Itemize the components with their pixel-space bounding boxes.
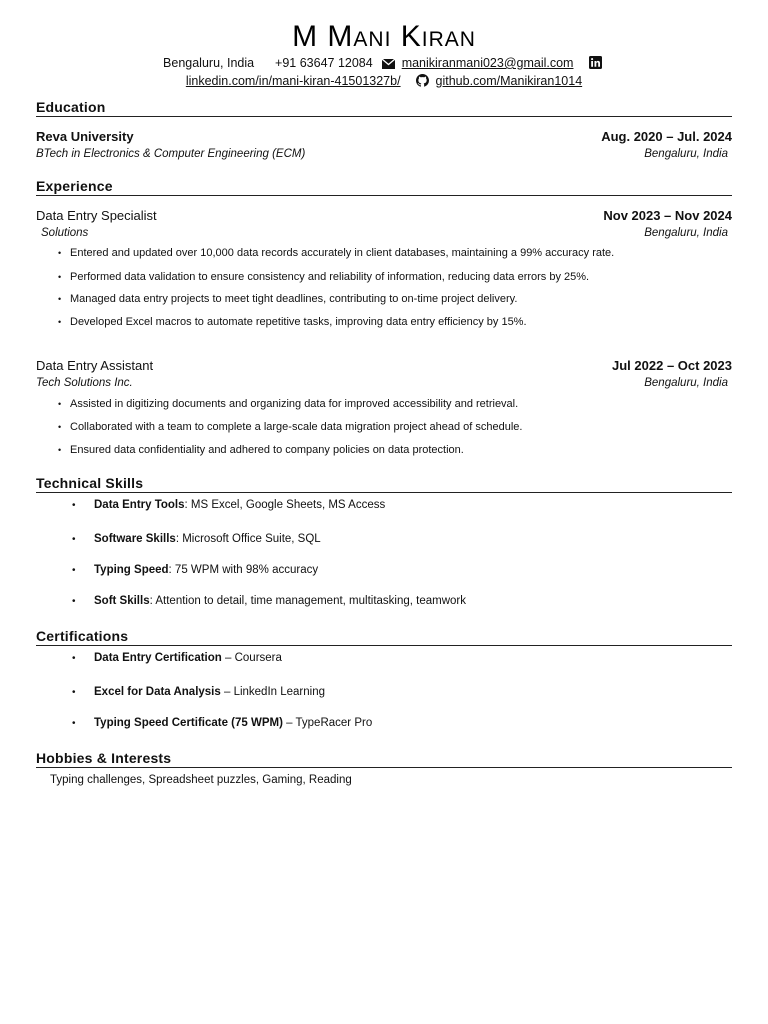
section-title-experience: Experience — [36, 178, 732, 196]
location-text: Bengaluru, India — [163, 56, 255, 70]
list-item: • Developed Excel macros to automate repetitive tasks, improving data entry efficiency by 15%. — [58, 316, 527, 328]
education-dates: Aug. 2020 – Jul. 2024 — [601, 129, 732, 144]
contact-line-2 — [0, 74, 768, 90]
list-item: • Collaborated with a team to complete a large-scale data migration project ahead of schedule. — [58, 421, 523, 433]
list-item: • Typing Speed: 75 WPM with 98% accuracy — [72, 564, 319, 576]
list-item: • Software Skills: Microsoft Office Suite, SQL — [72, 533, 321, 545]
section-title-skills: Technical Skills — [36, 475, 732, 493]
list-item: • Typing Speed Certificate (75 WPM) – TypeRacer Pro — [72, 717, 373, 729]
list-item: • Performed data validation to ensure consistency and reliability of information, reducing data errors by 25%. — [58, 271, 590, 283]
section-title-hobbies: Hobbies & Interests — [36, 750, 732, 768]
candidate-name: M Mani Kiran — [292, 20, 476, 53]
list-item: • Soft Skills: Attention to detail, time management, multitasking, teamwork — [72, 595, 467, 607]
github-link[interactable]: github.com/Manikiran1014 — [435, 74, 583, 88]
job-location: Bengaluru, India — [644, 377, 728, 389]
section-title-education: Education — [36, 99, 732, 117]
job-company: Solutions — [41, 227, 89, 239]
linkedin-icon[interactable] — [589, 56, 602, 72]
job-location: Bengaluru, India — [644, 227, 728, 239]
linkedin-link[interactable]: linkedin.com/in/mani-kiran-41501327b/ — [185, 74, 401, 88]
phone-text: +91 63647 12084 — [275, 56, 373, 70]
contact-line-1 — [0, 56, 768, 72]
list-item: • Entered and updated over 10,000 data records accurately in client databases, maintaining a 99% accuracy rate. — [58, 247, 615, 259]
envelope-icon — [382, 58, 395, 72]
job-dates: Nov 2023 – Nov 2024 — [603, 208, 732, 223]
hobbies-text: Typing challenges, Spreadsheet puzzles, Gaming, Reading — [50, 774, 352, 786]
list-item: • Excel for Data Analysis – LinkedIn Learning — [72, 686, 325, 698]
degree-text: BTech in Electronics & Computer Engineering (ECM) — [36, 148, 306, 160]
github-icon — [416, 74, 429, 90]
job-dates: Jul 2022 – Oct 2023 — [612, 358, 732, 373]
education-location: Bengaluru, India — [644, 148, 728, 160]
job-role: Data Entry Specialist — [36, 208, 157, 223]
list-item: • Data Entry Tools: MS Excel, Google Sheets, MS Access — [72, 499, 386, 511]
job-role: Data Entry Assistant — [36, 358, 154, 373]
list-item: • Assisted in digitizing documents and organizing data for improved accessibility and retrieval. — [58, 398, 519, 410]
section-title-certifications: Certifications — [36, 628, 732, 646]
list-item: • Ensured data confidentiality and adhered to company policies on data protection. — [58, 444, 464, 456]
job-company: Tech Solutions Inc. — [36, 377, 133, 389]
list-item: • Data Entry Certification – Coursera — [72, 652, 282, 664]
email-link[interactable]: manikiranmani023@gmail.com — [401, 56, 574, 70]
list-item: • Managed data entry projects to meet tight deadlines, contributing to on-time project delivery. — [58, 293, 518, 305]
school-name: Reva University — [36, 129, 134, 144]
